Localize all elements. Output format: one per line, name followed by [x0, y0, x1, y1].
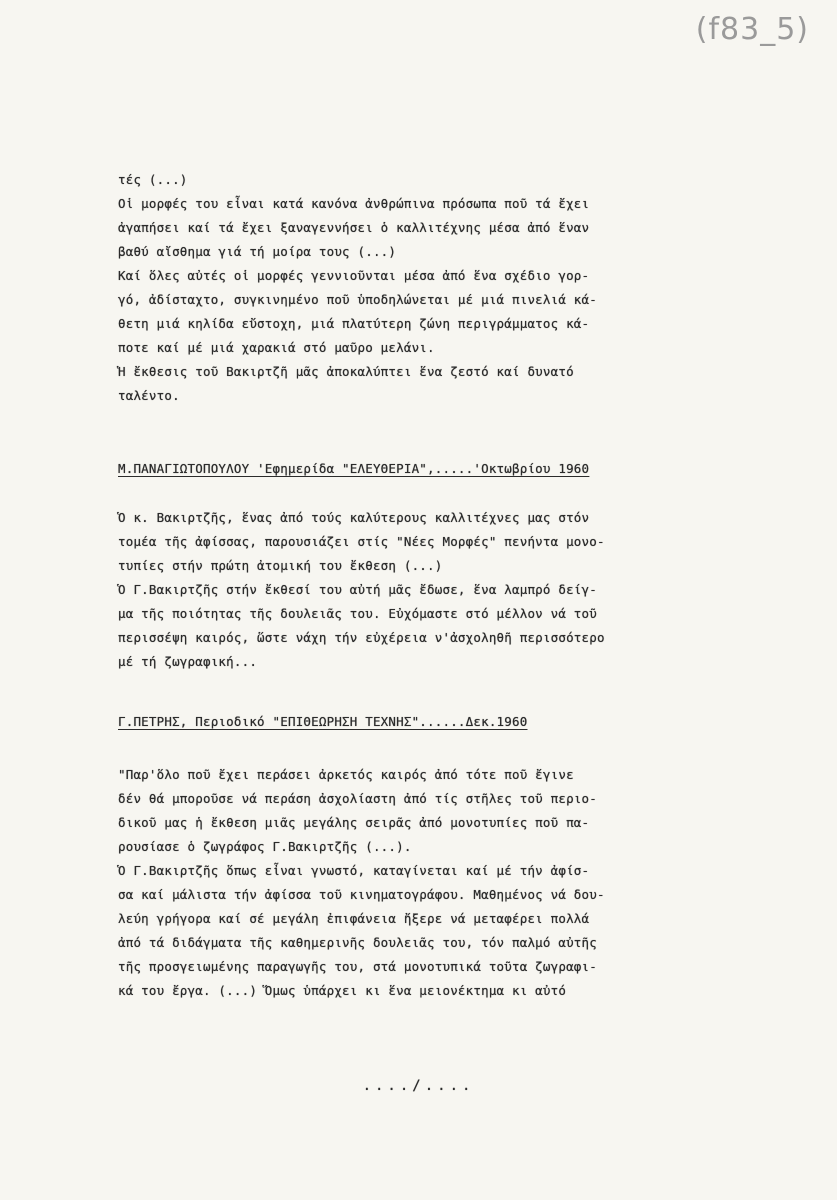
text-line: ρουσίασε ὁ ζωγράφος Γ.Βακιρτζῆς (...).: [118, 839, 412, 854]
text-line: ἀγαπήσει καί τά ἔχει ξαναγεννήσει ὁ καλλιτέχνης μέσα ἀπό ἕναν: [118, 220, 590, 235]
text-line: Ἡ ἔκθεσις τοῦ Βακιρτζῆ μᾶς ἀποκαλύπτει ἕνα ζεστό καί δυνατό: [118, 364, 574, 379]
text-line: κά του ἔργα. (...) Ὅμως ὑπάρχει κι ἕνα μειονέκτημα κι αὐτό: [118, 983, 567, 998]
text-line: λεύη γρήγορα καί σέ μεγάλη ἐπιφάνεια ἤξερε νά μεταφέρει πολλά: [118, 911, 590, 926]
text-line: ποτε καί μέ μιά χαρακιά στό μαῦρο μελάνι.: [118, 340, 435, 355]
handwritten-annotation: (f83_5): [695, 12, 809, 47]
review-heading: Μ.ΠΑΝΑΓΙΩΤΟΠΟΥΛΟΥ 'Εφημερίδα "ΕΛΕΥΘΕΡΙΑ",.....'Οκτωβρίου 1960: [118, 461, 590, 476]
text-line: "Παρ'ὅλο ποῦ ἔχει περάσει ἀρκετός καιρός ἀπό τότε ποῦ ἔγινε: [118, 767, 574, 782]
text-line: τομέα τῆς ἀφίσσας, παρουσιάζει στίς "Νέες Μορφές" πενήντα μονο-: [118, 534, 605, 549]
text-line: δικοῦ μας ἡ ἔκθεση μιᾶς μεγάλης σειρᾶς ἀπό μονοτυπίες ποῦ πα-: [118, 815, 590, 830]
text-line: περισσέψη καιρός, ὥστε νάχη τήν εὐχέρεια ν'ἀσχοληθῆ περισσότερο: [118, 630, 605, 645]
text-line: ἀπό τά διδάγματα τῆς καθημερινῆς δουλειᾶς του, τόν παλμό αὐτῆς: [118, 935, 597, 950]
text-line: θετη μιά κηλίδα εὔστοχη, μιά πλατύτερη ζώνη περιγράμματος κά-: [118, 316, 590, 331]
text-line: μα τῆς ποιότητας τῆς δουλειᾶς του. Εὐχόμαστε στό μέλλον νά τοῦ: [118, 606, 597, 621]
section-epitheorisi-review: [118, 710, 718, 734]
text-line: Ὁ κ. Βακιρτζῆς, ἕνας ἀπό τούς καλύτερους καλλιτέχνες μας στόν: [118, 510, 590, 525]
section-review-continuation: [118, 168, 718, 408]
text-line: μέ τή ζωγραφική...: [118, 654, 258, 669]
text-line: γό, ἀδίσταχτο, συγκινημένο ποῦ ὑποδηλώνεται μέ μιά πινελιά κά-: [118, 292, 597, 307]
text-line: Ὁ Γ.Βακιρτζῆς στήν ἔκθεσί του αὐτή μᾶς ἔδωσε, ἕνα λαμπρό δείγ-: [118, 582, 597, 597]
text-line: τυπίες στήν πρώτη ἀτομική του ἔκθεση (...): [118, 558, 443, 573]
text-line: ταλέντο.: [118, 388, 180, 403]
page-continuation-marker: ..../....: [362, 1078, 475, 1094]
text-line: Ὁ Γ.Βακιρτζῆς ὅπως εἶναι γνωστό, καταγίνεται καί μέ τήν ἀφίσ-: [118, 863, 590, 878]
text-line: δέν θά μποροῦσε νά περάση ἀσχολίαστη ἀπό τίς στῆλες τοῦ περιο-: [118, 791, 597, 806]
text-line: τῆς προσγειωμένης παραγωγῆς του, στά μονοτυπικά τοῦτα ζωγραφι-: [118, 959, 597, 974]
text-line: σα καί μάλιστα τήν ἀφίσσα τοῦ κινηματογράφου. Μαθημένος νά δου-: [118, 887, 605, 902]
text-line: Οἱ μορφές του εἶναι κατά κανόνα ἀνθρώπινα πρόσωπα ποῦ τά ἔχει: [118, 196, 590, 211]
text-line: τές (...): [118, 172, 188, 187]
section-epitheorisi-body: [118, 763, 718, 1003]
text-line: βαθύ αἴσθημα γιά τή μοίρα τους (...): [118, 244, 397, 259]
text-line: Καί ὅλες αὐτές οἱ μορφές γεννιοῦνται μέσα ἀπό ἕνα σχέδιο γορ-: [118, 268, 590, 283]
section-eleftheria-body: [118, 506, 718, 674]
review-heading: Γ.ΠΕΤΡΗΣ, Περιοδικό "ΕΠΙΘΕΩΡΗΣΗ ΤΕΧΝΗΣ"......Δεκ.1960: [118, 714, 528, 729]
section-eleftheria-review: [118, 457, 718, 481]
